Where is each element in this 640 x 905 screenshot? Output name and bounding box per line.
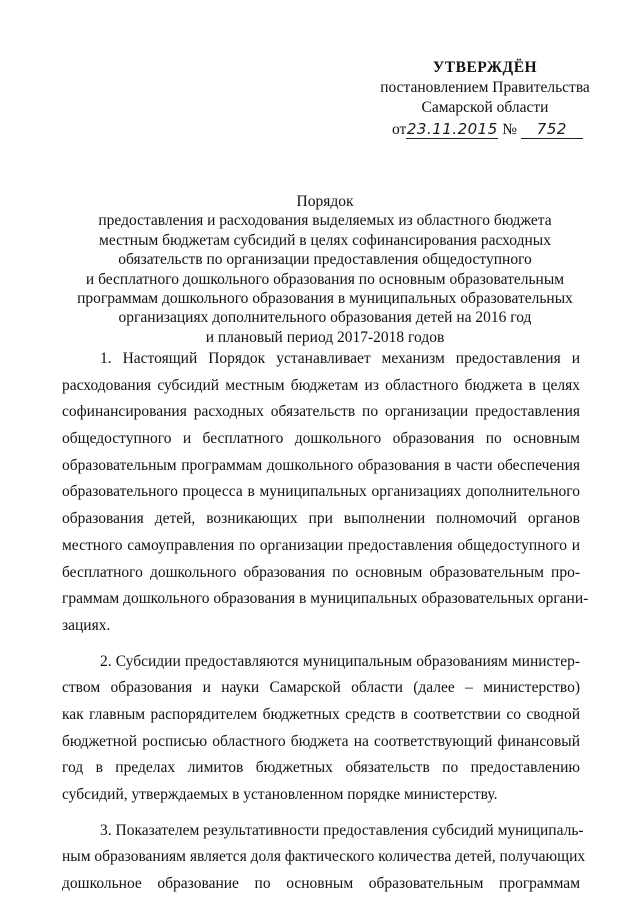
- paragraph-line: бюджетной росписью областного бюджета на соответствующий финансовый: [62, 732, 580, 750]
- number-label: №: [502, 121, 517, 138]
- paragraph-line: софинансирования расходных обязательств по организации предоставления: [62, 403, 580, 421]
- paragraph-line: образования детей, возникающих при выполнении полномочий органов: [62, 510, 580, 528]
- document-title: [70, 192, 580, 347]
- paragraph-line: образовательного процесса в муниципальных организациях дополнительного: [62, 483, 580, 501]
- approval-date-line: [360, 120, 610, 140]
- paragraph-line: общедоступного и бесплатного дошкольного образования по основным: [62, 430, 580, 448]
- title-line: и плановый период 2017-2018 годов: [205, 328, 445, 346]
- paragraph-line: 3. Показателем результативности предоставления субсидий муниципаль-: [100, 821, 584, 839]
- title-line: местным бюджетам субсидий в целях софинансирования расходных: [99, 231, 551, 249]
- paragraph-2: [62, 649, 580, 809]
- date-prefix: от: [392, 121, 407, 138]
- paragraph-line: зациях.: [62, 616, 111, 634]
- paragraph-line: расходования субсидий местным бюджетам из областного бюджета в целях: [62, 376, 580, 394]
- paragraph-line: субсидий, утверждаемых в установленном порядке министерству.: [62, 786, 498, 803]
- paragraph-line: 1. Настоящий Порядок устанавливает механизм предоставления и: [100, 350, 580, 367]
- paragraph-3: [62, 818, 586, 898]
- document-body: [62, 346, 589, 898]
- approval-block: [360, 58, 610, 140]
- paragraph-line: год в пределах лимитов бюджетных обязательств по предоставлению: [62, 759, 580, 777]
- paragraph-line: граммам дошкольного образования в муниципальных образовательных органи-: [62, 590, 589, 608]
- title-line: и бесплатного дошкольного образования по основным образовательным: [85, 270, 565, 288]
- paragraph-1: [62, 346, 589, 640]
- paragraph-line: как главным распорядителем бюджетных средств в соответствии со сводной: [62, 705, 580, 723]
- handwritten-date: 23.11.2015: [406, 120, 498, 138]
- paragraph-line: ным образованиям является доля фактического количества детей, получающих: [62, 848, 586, 866]
- paragraph-line: дошкольное образование по основным образовательным программам: [62, 875, 580, 893]
- handwritten-number: 752: [536, 120, 567, 138]
- title-line: обязательств по организации предоставления общедоступного: [118, 251, 532, 269]
- paragraph-line: образовательным программам дошкольного образования в части обеспечения: [62, 456, 580, 474]
- paragraph-line: 2. Субсидии предоставляются муниципальным образованиям министер-: [100, 652, 580, 670]
- paragraph-line: местного самоуправления по организации предоставления общедоступного и: [62, 536, 580, 554]
- title-line: предоставления и расходования выделяемых из областного бюджета: [98, 212, 552, 230]
- approval-stamp: УТВЕРЖДЁН: [432, 59, 538, 76]
- approval-line-1: постановлением Правительства: [380, 79, 590, 96]
- paragraph-line: ством образования и науки Самарской области (далее – министерство): [62, 679, 580, 697]
- title-heading: Порядок: [296, 193, 354, 210]
- title-line: организациях дополнительного образования детей на 2016 год: [118, 309, 532, 327]
- title-line: программам дошкольного образования в муниципальных образовательных: [77, 290, 573, 308]
- paragraph-line: бесплатного дошкольного образования по основным образовательным про-: [62, 563, 580, 581]
- approval-line-2: Самарской области: [421, 99, 549, 116]
